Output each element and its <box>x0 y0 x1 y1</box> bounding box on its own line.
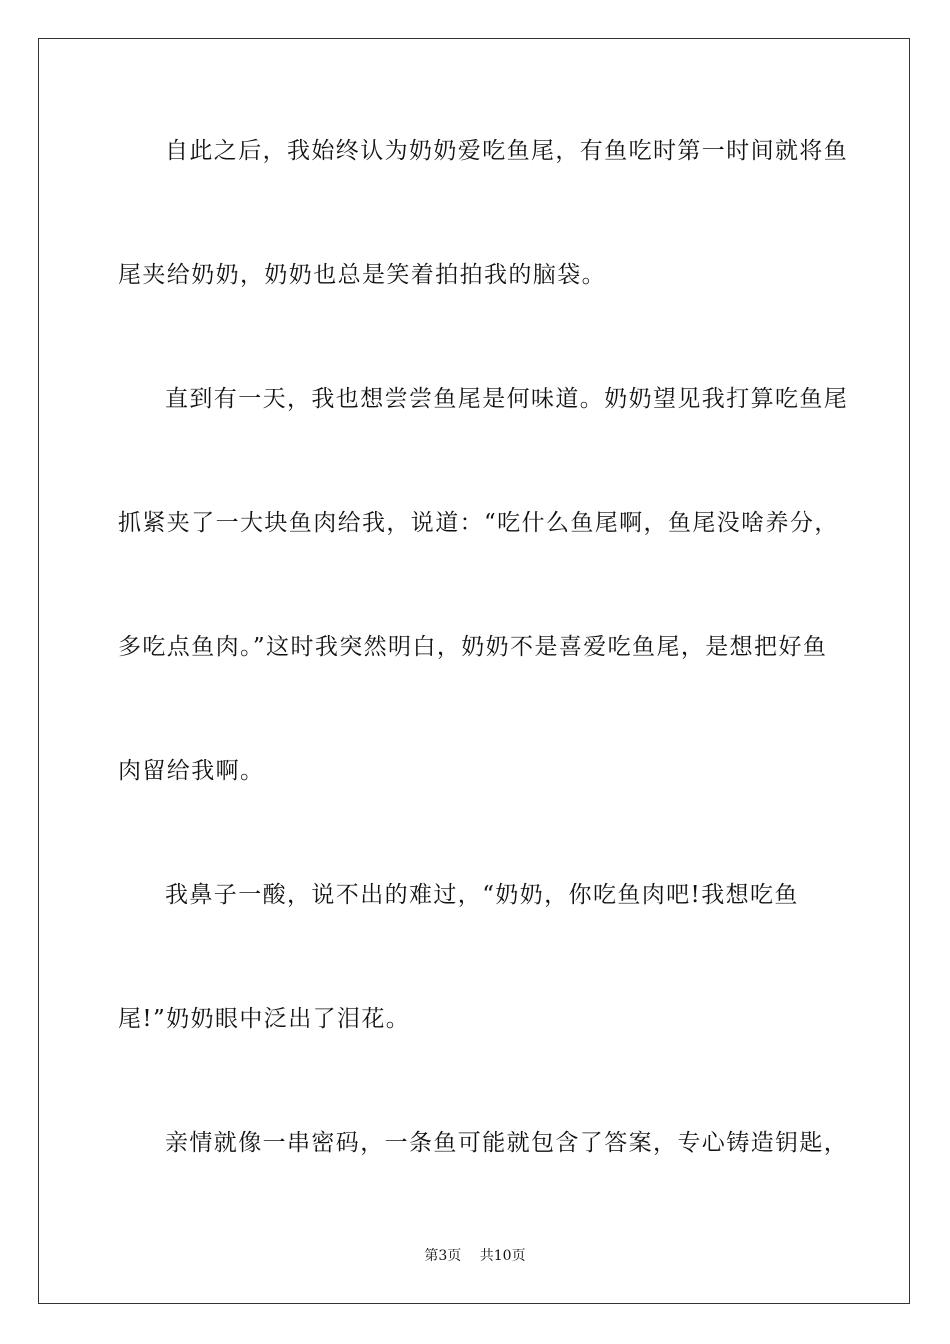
page-footer <box>0 1246 950 1266</box>
paragraph-2-line-4: 肉留给我啊。 <box>118 758 265 784</box>
page-number: 第3页 <box>424 1248 462 1264</box>
paragraph-2-line-3: 多吃点鱼肉。”这时我突然明白，奶奶不是喜爱吃鱼尾，是想把好鱼 <box>118 634 828 660</box>
paragraph-2-line-2: 抓紧夹了一大块鱼肉给我，说道：“吃什么鱼尾啊，鱼尾没啥养分， <box>118 510 839 536</box>
page-total: 共10页 <box>479 1248 526 1264</box>
paragraph-4-line-1: 亲情就像一串密码，一条鱼可能就包含了答案，专心铸造钥匙， <box>165 1130 849 1156</box>
paragraph-3-line-2: 尾!”奶奶眼中泛出了泪花。 <box>118 1006 411 1032</box>
paragraph-1-line-1: 自此之后，我始终认为奶奶爱吃鱼尾，有鱼吃时第一时间就将鱼 <box>165 138 849 164</box>
page-frame <box>38 38 910 1304</box>
paragraph-2-line-1: 直到有一天，我也想尝尝鱼尾是何味道。奶奶望见我打算吃鱼尾 <box>165 386 849 412</box>
paragraph-1-line-2: 尾夹给奶奶，奶奶也总是笑着拍拍我的脑袋。 <box>118 262 606 288</box>
paragraph-3-line-1: 我鼻子一酸，说不出的难过，“奶奶，你吃鱼肉吧!我想吃鱼 <box>165 882 799 908</box>
